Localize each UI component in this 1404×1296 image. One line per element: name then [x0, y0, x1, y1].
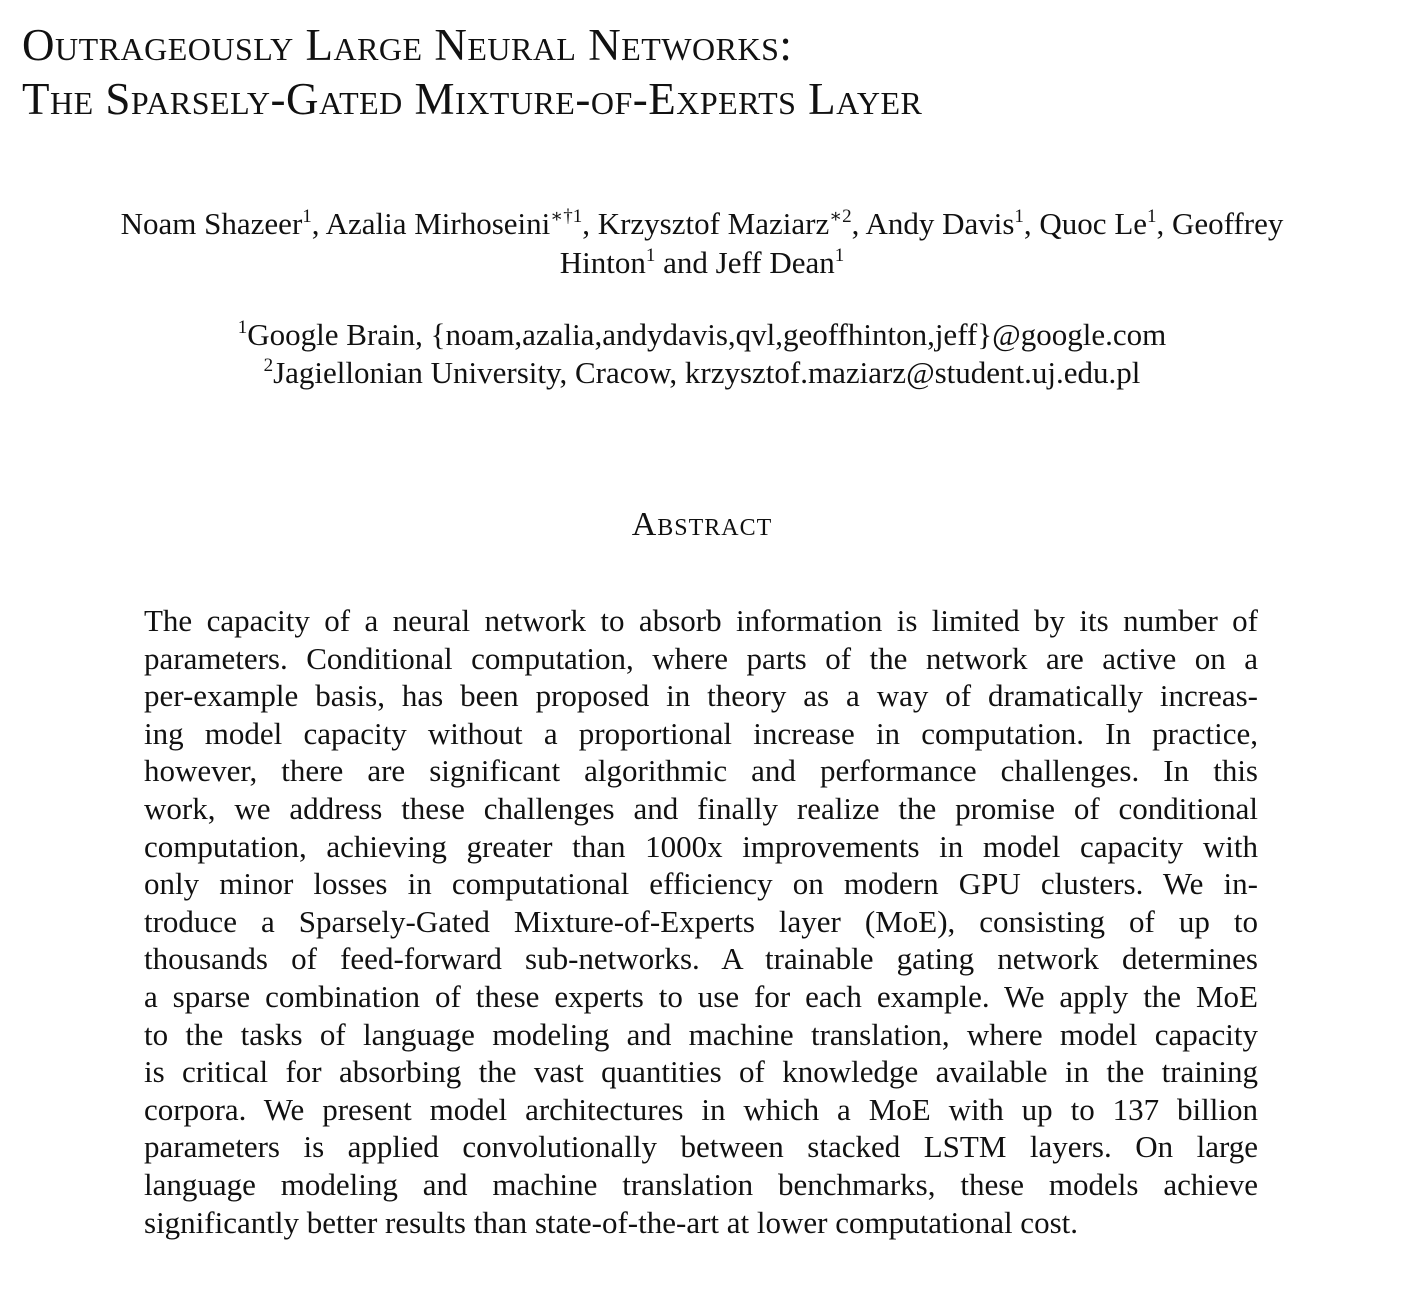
author-separator: and — [655, 245, 716, 280]
affiliation-mark: 1 — [237, 317, 248, 338]
abstract-line: troduce a Sparsely-Gated Mixture-of-Experts layer (MoE), consisting of up to — [144, 903, 1258, 939]
abstract-line: a sparse combination of these experts to use for each example. We apply the MoE — [144, 978, 1258, 1014]
author-line-1 — [0, 204, 1404, 243]
author-name: Noam Shazeer — [120, 206, 303, 241]
abstract-line: language modeling and machine translation benchmarks, these models achieve — [144, 1166, 1258, 1202]
author-name: Andy Davis — [865, 206, 1015, 241]
affiliation-1 — [0, 316, 1404, 354]
affiliation-mark: 2 — [263, 355, 274, 376]
affiliation-list — [0, 316, 1404, 392]
abstract-line: significantly better results than state-of-the-art at lower computational cost. — [144, 1204, 1078, 1240]
abstract-line: thousands of feed-forward sub-networks. A trainable gating network determines — [144, 941, 1258, 977]
paper-title — [22, 18, 1382, 126]
abstract-line: is critical for absorbing the vast quantities of knowledge available in the training — [144, 1054, 1258, 1090]
author-name: Krzysztof Maziarz — [597, 206, 830, 241]
author-list — [0, 204, 1404, 282]
author-affiliation-mark: 1 — [645, 245, 656, 266]
author-name-last: Hinton — [559, 245, 646, 280]
abstract-body — [144, 602, 1258, 1241]
abstract-heading: Abstract — [631, 506, 773, 543]
author-separator: , — [311, 206, 326, 241]
author-affiliation-mark: 1 — [1014, 206, 1024, 227]
title-line-1: Outrageously Large Neural Networks: — [22, 20, 793, 70]
abstract-line: per-example basis, has been proposed in theory as a way of dramatically increas- — [144, 678, 1258, 714]
abstract-line: work, we address these challenges and finally realize the promise of conditional — [144, 790, 1258, 826]
author-name: Quoc Le — [1039, 206, 1148, 241]
abstract-line: computation, achieving greater than 1000x improvements in model capacity with — [144, 828, 1258, 864]
author-line-2 — [0, 243, 1404, 282]
abstract-line: parameters is applied convolutionally between stacked LSTM layers. On large — [144, 1129, 1258, 1165]
author-affiliation-mark: ∗†1 — [550, 206, 583, 227]
abstract-line: however, there are significant algorithmic and performance challenges. In this — [144, 753, 1258, 789]
author-affiliation-mark: 1 — [302, 206, 312, 227]
abstract-line: to the tasks of language modeling and machine translation, where model capacity — [144, 1016, 1258, 1052]
abstract-line: only minor losses in computational efficiency on modern GPU clusters. We in- — [144, 866, 1258, 902]
abstract-line: corpora. We present model architectures in which a MoE with up to 137 billion — [144, 1091, 1258, 1127]
abstract-line: parameters. Conditional computation, where parts of the network are active on a — [144, 640, 1258, 676]
author-separator: , — [582, 206, 598, 241]
author-affiliation-mark: ∗2 — [829, 206, 852, 227]
author-affiliation-mark: 1 — [1147, 206, 1157, 227]
author-separator: , — [851, 206, 866, 241]
affiliation-text: Google Brain, {noam,azalia,andydavis,qvl,geoffhinton,jeff}@google.com — [247, 317, 1167, 352]
author-separator: , — [1023, 206, 1040, 241]
affiliation-2 — [0, 354, 1404, 392]
author-separator: , — [1156, 206, 1173, 241]
author-affiliation-mark: 1 — [834, 245, 845, 266]
abstract-line: The capacity of a neural network to absorb information is limited by its number of — [144, 603, 1258, 638]
author-name: Azalia Mirhoseini — [325, 206, 551, 241]
author-name-first: Geoffrey — [1172, 206, 1284, 241]
abstract-line: ing model capacity without a proportional increase in computation. In practice, — [144, 715, 1258, 751]
title-line-2: The Sparsely-Gated Mixture-of-Experts Layer — [22, 74, 923, 124]
affiliation-text: Jagiellonian University, Cracow, krzysztof.maziarz@student.uj.edu.pl — [273, 355, 1141, 390]
author-name: Jeff Dean — [715, 245, 835, 280]
